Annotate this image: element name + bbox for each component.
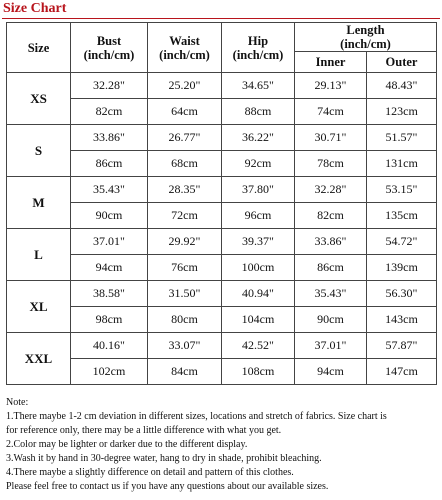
- cell-hip-inch: 40.94": [222, 281, 295, 307]
- cell-waist-cm: 84cm: [148, 359, 222, 385]
- cell-bust-inch: 35.43": [71, 177, 148, 203]
- table-row: [7, 73, 437, 99]
- table-row: [7, 333, 437, 359]
- cell-outer-inch: 53.15": [367, 177, 437, 203]
- table-row: [7, 307, 437, 333]
- cell-outer-cm: 131cm: [367, 151, 437, 177]
- cell-inner-cm: 94cm: [295, 359, 367, 385]
- cell-bust-cm: 94cm: [71, 255, 148, 281]
- cell-inner-cm: 82cm: [295, 203, 367, 229]
- cell-outer-cm: 123cm: [367, 99, 437, 125]
- note-line: Please feel free to contact us if you have any questions about our available sizes.: [6, 481, 329, 492]
- header-hip-label: Hip: [247, 33, 269, 48]
- cell-bust-cm: 86cm: [71, 151, 148, 177]
- cell-bust-cm: 98cm: [71, 307, 148, 333]
- title-underline: [2, 18, 440, 19]
- cell-hip-cm: 92cm: [222, 151, 295, 177]
- header-length: [295, 23, 437, 52]
- size-label: L: [7, 229, 71, 281]
- header-length-outer: Outer: [367, 52, 437, 73]
- cell-waist-inch: 25.20": [148, 73, 222, 99]
- cell-outer-cm: 135cm: [367, 203, 437, 229]
- cell-waist-cm: 80cm: [148, 307, 222, 333]
- cell-hip-cm: 100cm: [222, 255, 295, 281]
- cell-inner-inch: 37.01": [295, 333, 367, 359]
- header-hip-unit: (inch/cm): [232, 47, 284, 62]
- size-label: S: [7, 125, 71, 177]
- cell-waist-cm: 76cm: [148, 255, 222, 281]
- cell-inner-inch: 32.28": [295, 177, 367, 203]
- size-label: XXL: [7, 333, 71, 385]
- cell-inner-cm: 78cm: [295, 151, 367, 177]
- cell-outer-inch: 48.43": [367, 73, 437, 99]
- cell-hip-cm: 96cm: [222, 203, 295, 229]
- size-label: XS: [7, 73, 71, 125]
- header-hip: [222, 23, 295, 73]
- header-length-label: Length: [346, 23, 385, 37]
- cell-outer-inch: 57.87": [367, 333, 437, 359]
- cell-bust-inch: 38.58": [71, 281, 148, 307]
- cell-inner-inch: 30.71": [295, 125, 367, 151]
- size-chart-table: [6, 22, 437, 385]
- cell-hip-cm: 104cm: [222, 307, 295, 333]
- size-label: M: [7, 177, 71, 229]
- cell-inner-cm: 74cm: [295, 99, 367, 125]
- cell-inner-inch: 35.43": [295, 281, 367, 307]
- cell-waist-inch: 33.07": [148, 333, 222, 359]
- header-waist-label: Waist: [169, 33, 200, 48]
- note-line: 1.There maybe 1-2 cm deviation in different sizes, locations and stretch of fabrics. Size chart is: [6, 411, 387, 422]
- cell-hip-inch: 36.22": [222, 125, 295, 151]
- note-line: for reference only, there may be a little difference with what you get.: [6, 425, 282, 436]
- cell-outer-inch: 51.57": [367, 125, 437, 151]
- header-bust-label: Bust: [96, 33, 122, 48]
- notes-section: [6, 396, 438, 494]
- cell-hip-inch: 37.80": [222, 177, 295, 203]
- cell-bust-cm: 90cm: [71, 203, 148, 229]
- table-row: [7, 281, 437, 307]
- table-row: [7, 359, 437, 385]
- table-row: [7, 151, 437, 177]
- note-line: 4.There maybe a slightly difference on detail and pattern of this clothes.: [6, 467, 294, 478]
- header-bust-unit: (inch/cm): [83, 47, 135, 62]
- note-line: 2.Color may be lighter or darker due to the different display.: [6, 439, 248, 450]
- cell-bust-inch: 40.16": [71, 333, 148, 359]
- size-chart-body: [7, 73, 437, 385]
- cell-outer-cm: 139cm: [367, 255, 437, 281]
- table-row: [7, 203, 437, 229]
- cell-inner-cm: 90cm: [295, 307, 367, 333]
- header-waist-unit: (inch/cm): [159, 47, 210, 62]
- header-waist: [148, 23, 222, 73]
- header-length-inner: Inner: [295, 52, 367, 73]
- cell-bust-inch: 32.28": [71, 73, 148, 99]
- table-row: [7, 125, 437, 151]
- table-row: [7, 177, 437, 203]
- cell-inner-inch: 29.13": [295, 73, 367, 99]
- cell-inner-cm: 86cm: [295, 255, 367, 281]
- cell-outer-inch: 56.30": [367, 281, 437, 307]
- size-label: XL: [7, 281, 71, 333]
- table-row: [7, 229, 437, 255]
- cell-outer-cm: 143cm: [367, 307, 437, 333]
- header-length-unit: (inch/cm): [340, 37, 391, 51]
- cell-hip-cm: 108cm: [222, 359, 295, 385]
- header-bust: [71, 23, 148, 73]
- cell-bust-cm: 102cm: [71, 359, 148, 385]
- cell-bust-inch: 37.01": [71, 229, 148, 255]
- cell-bust-cm: 82cm: [71, 99, 148, 125]
- header-size: Size: [7, 23, 71, 73]
- cell-waist-inch: 31.50": [148, 281, 222, 307]
- cell-outer-inch: 54.72": [367, 229, 437, 255]
- table-row: [7, 99, 437, 125]
- cell-hip-cm: 88cm: [222, 99, 295, 125]
- cell-bust-inch: 33.86": [71, 125, 148, 151]
- cell-outer-cm: 147cm: [367, 359, 437, 385]
- page-title: Size Chart: [3, 1, 67, 16]
- table-row: [7, 255, 437, 281]
- cell-waist-cm: 68cm: [148, 151, 222, 177]
- cell-waist-inch: 26.77": [148, 125, 222, 151]
- cell-waist-inch: 29.92": [148, 229, 222, 255]
- notes-heading: Note:: [6, 397, 29, 408]
- cell-hip-inch: 39.37": [222, 229, 295, 255]
- note-line: 3.Wash it by hand in 30-degree water, hang to dry in shade, prohibit bleaching.: [6, 453, 322, 464]
- cell-waist-cm: 64cm: [148, 99, 222, 125]
- cell-waist-inch: 28.35": [148, 177, 222, 203]
- cell-hip-inch: 34.65": [222, 73, 295, 99]
- cell-hip-inch: 42.52": [222, 333, 295, 359]
- cell-waist-cm: 72cm: [148, 203, 222, 229]
- cell-inner-inch: 33.86": [295, 229, 367, 255]
